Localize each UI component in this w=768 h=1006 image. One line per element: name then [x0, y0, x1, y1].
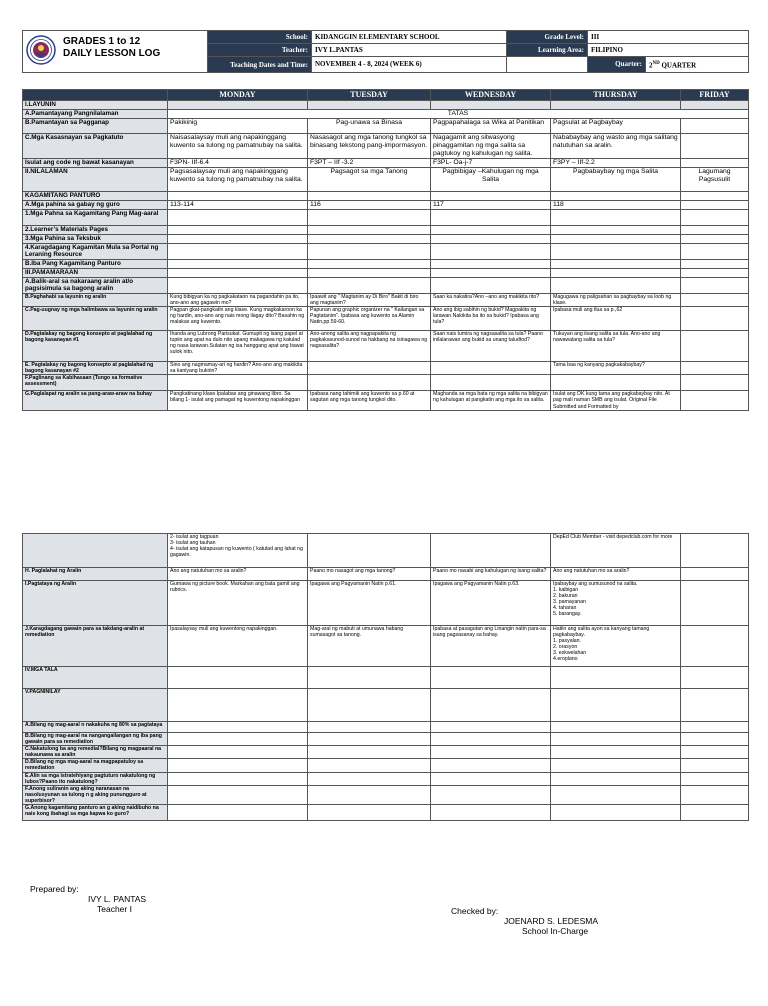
log-title	[63, 36, 160, 60]
table-row	[23, 772, 749, 785]
cell-thursday: Hatiin ang salita ayon sa kanyang tamang pagkabaybay. 1. pasyalan. 2. orasyon 3. eskwelahan 4.eroplano	[551, 626, 681, 667]
cell-tuesday	[308, 269, 431, 278]
area-label: Learning Area:	[507, 44, 588, 57]
cell-monday	[168, 722, 308, 733]
cell-thursday	[551, 260, 681, 269]
table-row	[23, 581, 749, 626]
cell-wednesday	[431, 235, 551, 244]
cell-friday	[681, 294, 749, 307]
row-label: G.Anong kagamitang panturo an g aking naidibuho na nais kong ibahagi sa mga kapwa ko guro?	[23, 805, 168, 821]
table-row	[23, 331, 749, 362]
cell-monday	[168, 689, 308, 722]
cell-friday	[681, 260, 749, 269]
checked-role: School In-Charge	[522, 926, 589, 936]
cell-monday	[168, 278, 308, 294]
cell-monday	[168, 759, 308, 772]
cell-thursday	[551, 244, 681, 260]
cell-wednesday	[431, 534, 551, 568]
cell-monday: 2- isulat ang tagpuan 3- isulat ang tauhan 4- isulat ang katapusan ng kuwento ( katulad ang lahat ng gagawin.	[168, 534, 308, 568]
cell-tuesday: Ipabasa nang tahimik ang kuwento sa p.60 at sagutan ang mga tanong tungkol dito.	[308, 391, 431, 411]
cell-thursday	[551, 689, 681, 722]
table-row	[23, 759, 749, 772]
row-label: D.Bilang ng mga mag-aaral na magpapatuloy sa remediation	[23, 759, 168, 772]
cell-tuesday	[308, 772, 431, 785]
table-row	[23, 159, 749, 168]
cell-friday	[681, 244, 749, 260]
cell-monday: 113-114	[168, 201, 308, 210]
cell-friday	[681, 689, 749, 722]
table-row	[23, 260, 749, 269]
cell-wednesday	[431, 244, 551, 260]
cell-monday	[168, 746, 308, 759]
cell-wednesday	[431, 722, 551, 733]
cell-friday	[681, 307, 749, 331]
cell-wednesday	[431, 192, 551, 201]
cell-tuesday	[308, 805, 431, 821]
table-row	[23, 689, 749, 722]
row-label: C.Pag-uugnay ng mga halimbawa sa layunin ng aralin	[23, 307, 168, 331]
school-label: School:	[208, 31, 312, 44]
cell-wednesday: Paano mo nasabi ang kahulugan ng isang salita?	[431, 568, 551, 581]
table-row	[23, 192, 749, 201]
cell-thursday	[551, 235, 681, 244]
dates-value: NOVEMBER 4 - 8, 2024 (WEEK 6)	[312, 57, 507, 73]
cell-wednesday: Ipabasa at pasagutan ang Linangin natin para-sa isang pagsasanay sa bahay.	[431, 626, 551, 667]
row-label: 2.Learner’s Materials Pages	[23, 226, 168, 235]
cell-monday	[168, 785, 308, 804]
cell-tuesday	[308, 785, 431, 804]
prepared-label: Prepared by:	[30, 884, 79, 894]
cell-friday	[681, 667, 749, 689]
row-label: E.Alin sa mga istratehiyang pagtuturo nakatulong ng lubos?Paano ito nakatulong?	[23, 772, 168, 785]
cell-monday: Pagpan gkat-pangkatin ang klase. Kung magkakaroon ka ng hardin, ano-ano ang nais mong ilagay dito? Basahin ng malakas ang kuwento.	[168, 307, 308, 331]
cell-wednesday: Nagagamit ang sitwasyong pinaggamitan ng mga salita sa pagtukoy ng kahulugan ng salita.	[431, 134, 551, 159]
cell-thursday	[551, 785, 681, 804]
cell-monday	[168, 192, 308, 201]
cell-monday: Pangkatinang klase.Ipalabas ang ginawang libro. Sa bilang 1- isulat ang pamagat ng kuwentong napakinggan	[168, 391, 308, 411]
cell-wednesday	[431, 733, 551, 746]
cell-friday: Lagumang Pagsusulit	[681, 168, 749, 192]
cell-tuesday: Ano-anong salita ang nagpapakita ng pagkakasunod-sunod na hakbang na isinagawa ng nagsasalita?	[308, 331, 431, 362]
cell-monday	[168, 244, 308, 260]
cell-thursday: Tama baa ng kanyang pagkakabaybay?	[551, 362, 681, 375]
table-row	[23, 101, 749, 110]
table-row	[23, 294, 749, 307]
table-row	[23, 134, 749, 159]
cell-tuesday	[308, 244, 431, 260]
cell-monday: Kung bibigyan ka ng pagkakataon na pagandahin pa ito, ano-ano ang gagawin mo?	[168, 294, 308, 307]
quarter-ordinal: ND	[652, 60, 660, 66]
row-label: 3.Mga Pahina sa Teksbuk	[23, 235, 168, 244]
cell-tuesday	[308, 375, 431, 391]
table-row	[23, 626, 749, 667]
row-label: A.Balik-aral sa nakaraang aralin at/o pagsisimula sa bagong aralin	[23, 278, 168, 294]
cell-thursday: Nababaybay ang wasto ang mga salitang natutuhan sa aralin.	[551, 134, 681, 159]
cell-monday	[168, 210, 308, 226]
row-label: D.Pagtalakay ng bagong konsepto at paglalahad ng bagong kasanayan #1	[23, 331, 168, 362]
cell-friday	[681, 534, 749, 568]
table-row	[23, 391, 749, 411]
cell-friday	[681, 733, 749, 746]
cell-thursday	[551, 210, 681, 226]
cell-thursday	[551, 759, 681, 772]
cell-thursday	[551, 667, 681, 689]
table-row	[23, 226, 749, 235]
row-label: I.LAYUNIN	[23, 101, 168, 110]
cell-friday	[681, 391, 749, 411]
cell-friday	[681, 759, 749, 772]
row-label: III.PAMAMARAAN	[23, 269, 168, 278]
row-label: J.Karagdagang gawain para sa takdang-aralin at remediation	[23, 626, 168, 667]
table-row	[23, 244, 749, 260]
table-row	[23, 362, 749, 375]
cell-friday	[681, 772, 749, 785]
school-value: KIDANGGIN ELEMENTARY SCHOOL	[312, 31, 507, 44]
row-label: KAGAMITANG PANTURO	[23, 192, 168, 201]
cell-tuesday	[308, 278, 431, 294]
row-label: C.Nakatulong ba ang remedial?Bilang ng magpaaral na nakaunawa sa aralin	[23, 746, 168, 759]
part2-body	[23, 534, 749, 821]
cell-friday	[681, 581, 749, 626]
row-label: I.Pagtataya ng Aralin	[23, 581, 168, 626]
cell-thursday: Pagbabaybay ng mga Salita	[551, 168, 681, 192]
cell-thursday: 118	[551, 201, 681, 210]
row-label: A.Pamantayang Pangnilalaman	[23, 110, 168, 119]
cell-thursday: DepEd Club Member - visit depedclub.com for more	[551, 534, 681, 568]
row-label: F.Paglinang sa Kabihasaan (Tungo sa formative assessment)	[23, 375, 168, 391]
cell-tuesday	[308, 733, 431, 746]
cell-wednesday	[431, 746, 551, 759]
table-row	[23, 168, 749, 192]
cell-friday	[681, 746, 749, 759]
cell-monday: Ihanda ang Lubrong Parisukat. Gumupit ng isang papel at tupiin ang apat na dulo nito upang makagawa ng katulad ng nasa larawan.Sulatan ng isa hanggang apat ang bawat sulok nito.	[168, 331, 308, 362]
lesson-log-table-part1	[22, 89, 749, 411]
cell-monday	[168, 101, 308, 110]
grade-value: III	[588, 31, 749, 44]
cell-wednesday	[431, 785, 551, 804]
cell-tuesday: F3PT – IIf -3.2	[308, 159, 431, 168]
cell-monday: Naisasalaysay muli ang napakinggang kuwento sa tulong ng pamatnubay na salita.	[168, 134, 308, 159]
table-row	[23, 119, 749, 134]
table-row	[23, 805, 749, 821]
cell-monday	[168, 235, 308, 244]
table-row	[23, 568, 749, 581]
teacher-value: IVY L.PANTAS	[312, 44, 507, 57]
cell-monday: Gumawa ng picture book. Markahan ang bata gamit ang rubrics.	[168, 581, 308, 626]
cell-thursday	[551, 805, 681, 821]
row-label: A.Mga pahina sa gabay ng guro	[23, 201, 168, 210]
cell-wednesday: 117	[431, 201, 551, 210]
cell-thursday	[551, 278, 681, 294]
row-label: A.Bilang ng mag-aaral n nakakuha ng 80% sa pagtataya	[23, 722, 168, 733]
cell-thursday	[551, 772, 681, 785]
cell-wednesday	[431, 667, 551, 689]
cell-monday: Sino ang nagmamay-ari ng hardin? Ano-ano ang makikita sa kaniyang bukirin?	[168, 362, 308, 375]
cell-friday	[681, 159, 749, 168]
day-header-wednesday: WEDNESDAY	[431, 90, 551, 101]
cell-monday	[168, 226, 308, 235]
row-label: 4.Karagdagang Kagamitan Mula sa Portal ng Leraning Resource	[23, 244, 168, 260]
cell-tuesday: 116	[308, 201, 431, 210]
table-row	[23, 307, 749, 331]
cell-wednesday: F3PL- Oa-j-7	[431, 159, 551, 168]
cell-wednesday: Maghanda sa mga bata ng mga salita na bibigyan ng kahulugan at pangkatin ang mga ito sa salita.	[431, 391, 551, 411]
table-row	[23, 785, 749, 804]
spacer-cell	[507, 57, 588, 73]
cell-monday: Ipasalaysay muli ang kuwentong napakinggan.	[168, 626, 308, 667]
dates-label: Teaching Dates and Time:	[208, 57, 312, 73]
cell-wednesday	[431, 210, 551, 226]
cell-wednesday	[431, 101, 551, 110]
cell-thursday	[551, 722, 681, 733]
cell-thursday: Ipabasa muli ang tlua sa p.,62	[551, 307, 681, 331]
cell-thursday: F3PY – IIf-2.2	[551, 159, 681, 168]
header-table	[22, 30, 749, 73]
cell-friday	[681, 568, 749, 581]
cell-friday	[681, 331, 749, 362]
cell-thursday: Ipabaybay ang sumusunod na salita. 1. kaibigan 2. bakuran 3. pamayanan 4. taharan 5. barangay.	[551, 581, 681, 626]
row-label: B.Bilang ng mag-aaral na nangangailangan ng iba pang gawain para sa remediation	[23, 733, 168, 746]
cell-wednesday: Pagbibigay –Kahulugan ng mga Salita	[431, 168, 551, 192]
row-label: IV.MGA TALA	[23, 667, 168, 689]
cell-wednesday	[431, 269, 551, 278]
checked-name: JOENARD S. LEDESMA	[504, 916, 598, 926]
row-label: E. Pagtalakay ng bagong konsepto at paglalahad ng bagong kasanayan #2	[23, 362, 168, 375]
prepared-role: Teacher I	[97, 904, 132, 914]
cell-thursday	[551, 101, 681, 110]
cell-wednesday	[431, 226, 551, 235]
row-label: B.Paghahabi sa layunin ng aralin	[23, 294, 168, 307]
cell-thursday	[551, 192, 681, 201]
merged-cell: TATAS	[168, 110, 749, 119]
cell-wednesday: Saan ka nakatira?Ano –ano ang makikita rito?	[431, 294, 551, 307]
row-label: II.NILALAMAN	[23, 168, 168, 192]
cell-friday	[681, 134, 749, 159]
cell-tuesday	[308, 667, 431, 689]
cell-friday	[681, 278, 749, 294]
table-row	[23, 278, 749, 294]
title-cell	[23, 31, 208, 73]
cell-tuesday	[308, 226, 431, 235]
cell-monday	[168, 667, 308, 689]
cell-thursday	[551, 269, 681, 278]
day-header-friday: FRIDAY	[681, 90, 749, 101]
cell-tuesday: Ipaawit ang " Magtanim ay Di Biro" Bakit di biro ang magtanim?	[308, 294, 431, 307]
table-row	[23, 733, 749, 746]
cell-friday	[681, 119, 749, 134]
cell-friday	[681, 722, 749, 733]
title-line-2: DAILY LESSON LOG	[63, 48, 161, 59]
day-header-thursday: THURSDAY	[551, 90, 681, 101]
cell-monday	[168, 805, 308, 821]
cell-monday	[168, 772, 308, 785]
cell-thursday: Magugawa ng paligsahan sa pagbaybay sa loob ng klase.	[551, 294, 681, 307]
table-row	[23, 667, 749, 689]
row-label: H. Paglalahat ng Aralin	[23, 568, 168, 581]
cell-tuesday: Paano mo nasagot ang mga tanong?	[308, 568, 431, 581]
cell-tuesday: Pag-unawa sa Binasa	[308, 119, 431, 134]
cell-tuesday	[308, 534, 431, 568]
cell-tuesday	[308, 362, 431, 375]
table-row	[23, 722, 749, 733]
area-value: FILIPINO	[588, 44, 749, 57]
cell-tuesday	[308, 101, 431, 110]
cell-wednesday	[431, 772, 551, 785]
cell-wednesday: Ano ang ibig sabihin ng bukid? Magpakita ng larawan.Nakikita ba ito sa bukid? Ipabasa ang tula?	[431, 307, 551, 331]
row-label: G.Paglalapat ng aralin sa pang-araw-araw na buhay	[23, 391, 168, 411]
row-label: B.Iba Pang Kagamitang Panturo	[23, 260, 168, 269]
cell-monday	[168, 260, 308, 269]
cell-monday: Pakikinig	[168, 119, 308, 134]
cell-friday	[681, 375, 749, 391]
checked-label: Checked by:	[451, 906, 499, 916]
cell-monday: Pagsasalaysay muli ang napakinggang kuwento sa tulong ng pamatnubay na salita.	[168, 168, 308, 192]
cell-wednesday	[431, 689, 551, 722]
cell-wednesday	[431, 260, 551, 269]
cell-thursday: Pagsulat at Pagbaybay	[551, 119, 681, 134]
cell-tuesday	[308, 235, 431, 244]
table-row	[23, 269, 749, 278]
grade-label: Grade Level:	[507, 31, 588, 44]
cell-friday	[681, 201, 749, 210]
cell-tuesday: Mag-aral ng mabuti at umunawa habang sumasagot sa tanong.	[308, 626, 431, 667]
cell-friday	[681, 626, 749, 667]
cell-tuesday	[308, 260, 431, 269]
day-header-tuesday: TUESDAY	[308, 90, 431, 101]
cell-monday: Ano ang natutuhan mo sa aralin?	[168, 568, 308, 581]
cell-tuesday: Ipagawa ang Pagyamanin Natin p.61.	[308, 581, 431, 626]
cell-thursday	[551, 375, 681, 391]
table-row	[23, 534, 749, 568]
cell-monday	[168, 375, 308, 391]
table-row	[23, 375, 749, 391]
cell-friday	[681, 235, 749, 244]
cell-wednesday: Saan nais tumira ng nagsasalita sa tula? Paano inilalarawan ang bukid sa unang taludtod?	[431, 331, 551, 362]
cell-monday	[168, 269, 308, 278]
cell-thursday	[551, 746, 681, 759]
checked-by-block	[451, 906, 598, 936]
cell-thursday: Isulat ang OK kung tama ang pagkabaybay nito. At pag mali naman SMB ang isulat. Original File Submitted and Formatted by	[551, 391, 681, 411]
cell-wednesday: Ipagawa ang Pagyamanin Natin p.63.	[431, 581, 551, 626]
quarter-label: Quarter:	[588, 57, 646, 73]
cell-tuesday	[308, 689, 431, 722]
row-label: F.Anong suliranin ang aking naranasan na nasolusyunan sa tulong n g aking punungguro at superbisor?	[23, 785, 168, 804]
cell-wednesday	[431, 362, 551, 375]
table-row	[23, 746, 749, 759]
cell-thursday: Tukuyan ang iisang salita sa tula. Ano-ano ang nawawalang salita sa tula?	[551, 331, 681, 362]
cell-thursday	[551, 733, 681, 746]
cell-tuesday	[308, 192, 431, 201]
cell-tuesday: Pagsagot sa mga Tanong	[308, 168, 431, 192]
row-label: B.Pamantayan sa Pagganap	[23, 119, 168, 134]
cell-thursday: Ano ang natutuhan mo sa aralin?	[551, 568, 681, 581]
cell-thursday	[551, 226, 681, 235]
cell-wednesday	[431, 805, 551, 821]
cell-monday	[168, 733, 308, 746]
table-row	[23, 235, 749, 244]
cell-tuesday: Papunan ang graphic organizer na " Kailangan sa Pagtatanim". Ipabasa ang kuwento sa Alamin Natin,pp.59-60.	[308, 307, 431, 331]
cell-friday	[681, 805, 749, 821]
table-row	[23, 201, 749, 210]
row-label: C.Mga Kasasnayan sa Pagkatuto	[23, 134, 168, 159]
cell-friday	[681, 101, 749, 110]
table-row	[23, 110, 749, 119]
cell-monday: F3PN- IIf-6.4	[168, 159, 308, 168]
quarter-value: 2ND QUARTER	[646, 57, 749, 73]
teacher-label: Teacher:	[208, 44, 312, 57]
cell-wednesday	[431, 759, 551, 772]
cell-tuesday	[308, 722, 431, 733]
cell-tuesday	[308, 210, 431, 226]
prepared-by-block	[30, 884, 146, 914]
row-label	[23, 534, 168, 568]
cell-friday	[681, 785, 749, 804]
cell-wednesday: Pagpapahalaga sa Wika at Panitikan	[431, 119, 551, 134]
day-header-monday: MONDAY	[168, 90, 308, 101]
row-label: V.PAGNINILAY	[23, 689, 168, 722]
cell-wednesday	[431, 278, 551, 294]
cell-friday	[681, 362, 749, 375]
cell-friday	[681, 192, 749, 201]
cell-tuesday	[308, 759, 431, 772]
corner-header	[23, 90, 168, 101]
cell-friday	[681, 269, 749, 278]
table-row	[23, 210, 749, 226]
cell-wednesday	[431, 375, 551, 391]
cell-tuesday	[308, 746, 431, 759]
cell-friday	[681, 226, 749, 235]
cell-friday	[681, 210, 749, 226]
deped-seal-icon	[26, 35, 56, 65]
title-line-1: GRADES 1 to 12	[63, 36, 141, 47]
part1-body	[23, 101, 749, 411]
row-label: Isulat ang code ng bawat kasanayan	[23, 159, 168, 168]
cell-tuesday: Nasasagot ang mga tanong tungkol sa binasang tekstong pang-impormasyon.	[308, 134, 431, 159]
lesson-log-table-part2	[22, 533, 749, 821]
prepared-name: IVY L. PANTAS	[88, 894, 147, 904]
row-label: 1.Mga Pahna sa Kagamitang Pang Mag-aaral	[23, 210, 168, 226]
